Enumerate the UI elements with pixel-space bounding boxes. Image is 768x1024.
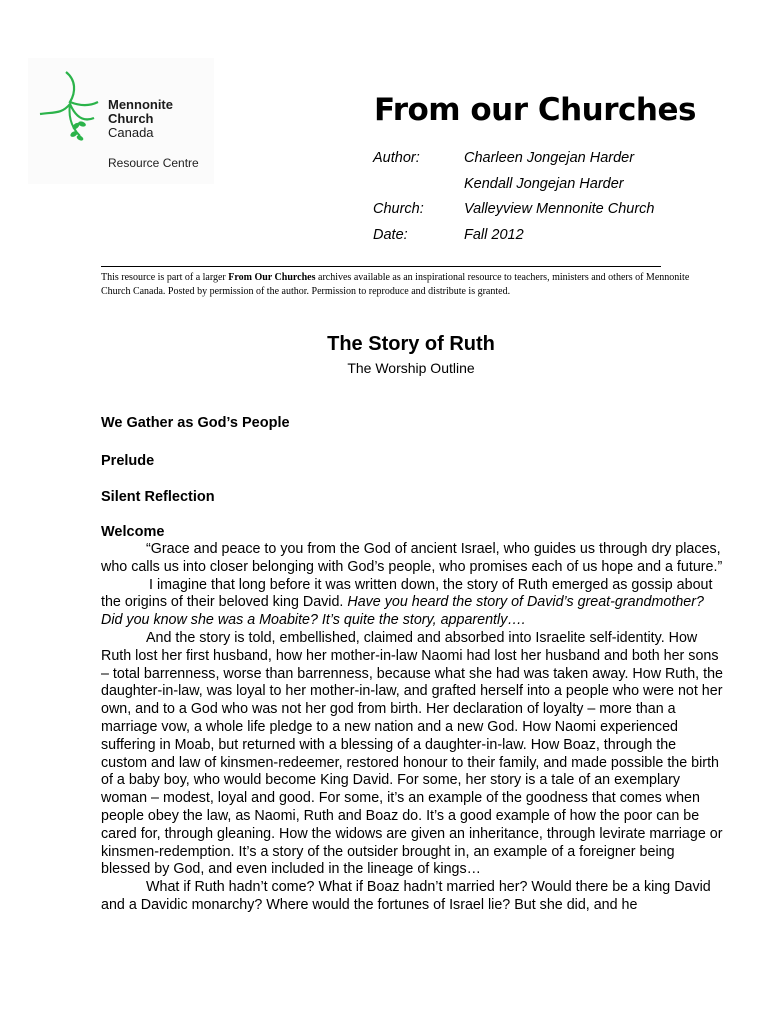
- disclaimer: [101, 271, 721, 299]
- church-name: Valleyview Mennonite Church: [464, 201, 655, 218]
- body-text: [101, 541, 726, 915]
- story-title: The Story of Ruth: [327, 333, 495, 355]
- date-value: Fall 2012: [464, 227, 524, 244]
- disclaimer-bold: From Our Churches: [228, 272, 316, 283]
- divider: [101, 266, 661, 267]
- logo-resource-centre: Resource Centre: [108, 156, 199, 170]
- paragraph-2-italic: Have you heard the story of David’s great-grandmother? Did you know she was a Moabite? It’s quite the story, apparently….: [101, 594, 704, 629]
- paragraph-3: And the story is told, embellished, claimed and absorbed into Israelite self-identity. How Ruth lost her first husband, how her mother-in-law Naomi had lost her husband and both her sons – total barrenness, worse than barrenness, because what she had was taken away. How Ruth, the daughter-in-law, was loyal to her mother-in-law, and grafted herself into a people who were not her own, and to a God who was not her god from birth. Her declaration of loyalty – more than a marriage vow, a whole life pledge to a new nation and a new God. How Naomi experienced suffering in Moab, but returned with a blessing of a daughter-in-law. How Boaz, through the custom and law of kinsmen-redeemer, restored honour to their family, and made possible the birth of a baby boy, who would become King David. For some, her story is a tale of an exemplary woman – modest, loyal and good. For some, it’s an example of the goodness that comes when people obey the law, as Naomi, Ruth and Boaz do. It’s a good example of how the poor can be cared for, through gleaning. How the widows are given an inheritance, through levirate marriage or kinsmen-redemption. It’s a story of the outsider brought in, an example of a foreigner being blessed by God, and even included in the lineage of kings…: [101, 629, 724, 878]
- disclaimer-before: This resource is part of a larger: [101, 272, 229, 283]
- author-label: Author:: [373, 150, 420, 166]
- heading-prelude: Prelude: [101, 453, 155, 469]
- logo-text: [108, 98, 173, 140]
- logo: [28, 58, 214, 184]
- heading-silent-reflection: Silent Reflection: [101, 489, 215, 505]
- date-label: Date:: [373, 227, 408, 244]
- paragraph-4: What if Ruth hadn’t come? What if Boaz hadn’t married her? Would there be a king David and a Davidic monarchy? Where would the fortunes of Israel lie? But she did, and he: [101, 879, 711, 913]
- author-1: Charleen Jongejan Harder: [464, 150, 635, 166]
- paragraph-2-text: I imagine that long before it was written down, the story of Ruth emerged as gossip about the origins of their beloved king David.: [101, 576, 713, 611]
- heading-gather: We Gather as God’s People: [101, 415, 290, 431]
- author-2: Kendall Jongejan Harder: [464, 175, 624, 192]
- paragraph-1: “Grace and peace to you from the God of ancient Israel, who guides us through dry places, who calls us into closer belonging with God’s people, who promises each of us hope and a future.”: [101, 541, 723, 575]
- paragraph-2: [101, 577, 726, 630]
- logo-line-3: Canada: [108, 125, 154, 140]
- disclaimer-after: archives available as an inspirational resource to teachers, ministers and others of Mennonite Church Canada. Posted by permission of the author. Permission to reproduce and distribute is granted.: [101, 272, 690, 297]
- heading-welcome: Welcome: [101, 524, 165, 540]
- logo-line-2: Church: [108, 111, 154, 126]
- logo-line-1: Mennonite: [108, 97, 173, 112]
- story-subtitle: The Worship Outline: [347, 360, 475, 376]
- page-title: From our Churches: [374, 92, 696, 128]
- dove-icon: [36, 66, 106, 146]
- metadata-block: [373, 150, 654, 253]
- church-label: Church:: [373, 201, 424, 218]
